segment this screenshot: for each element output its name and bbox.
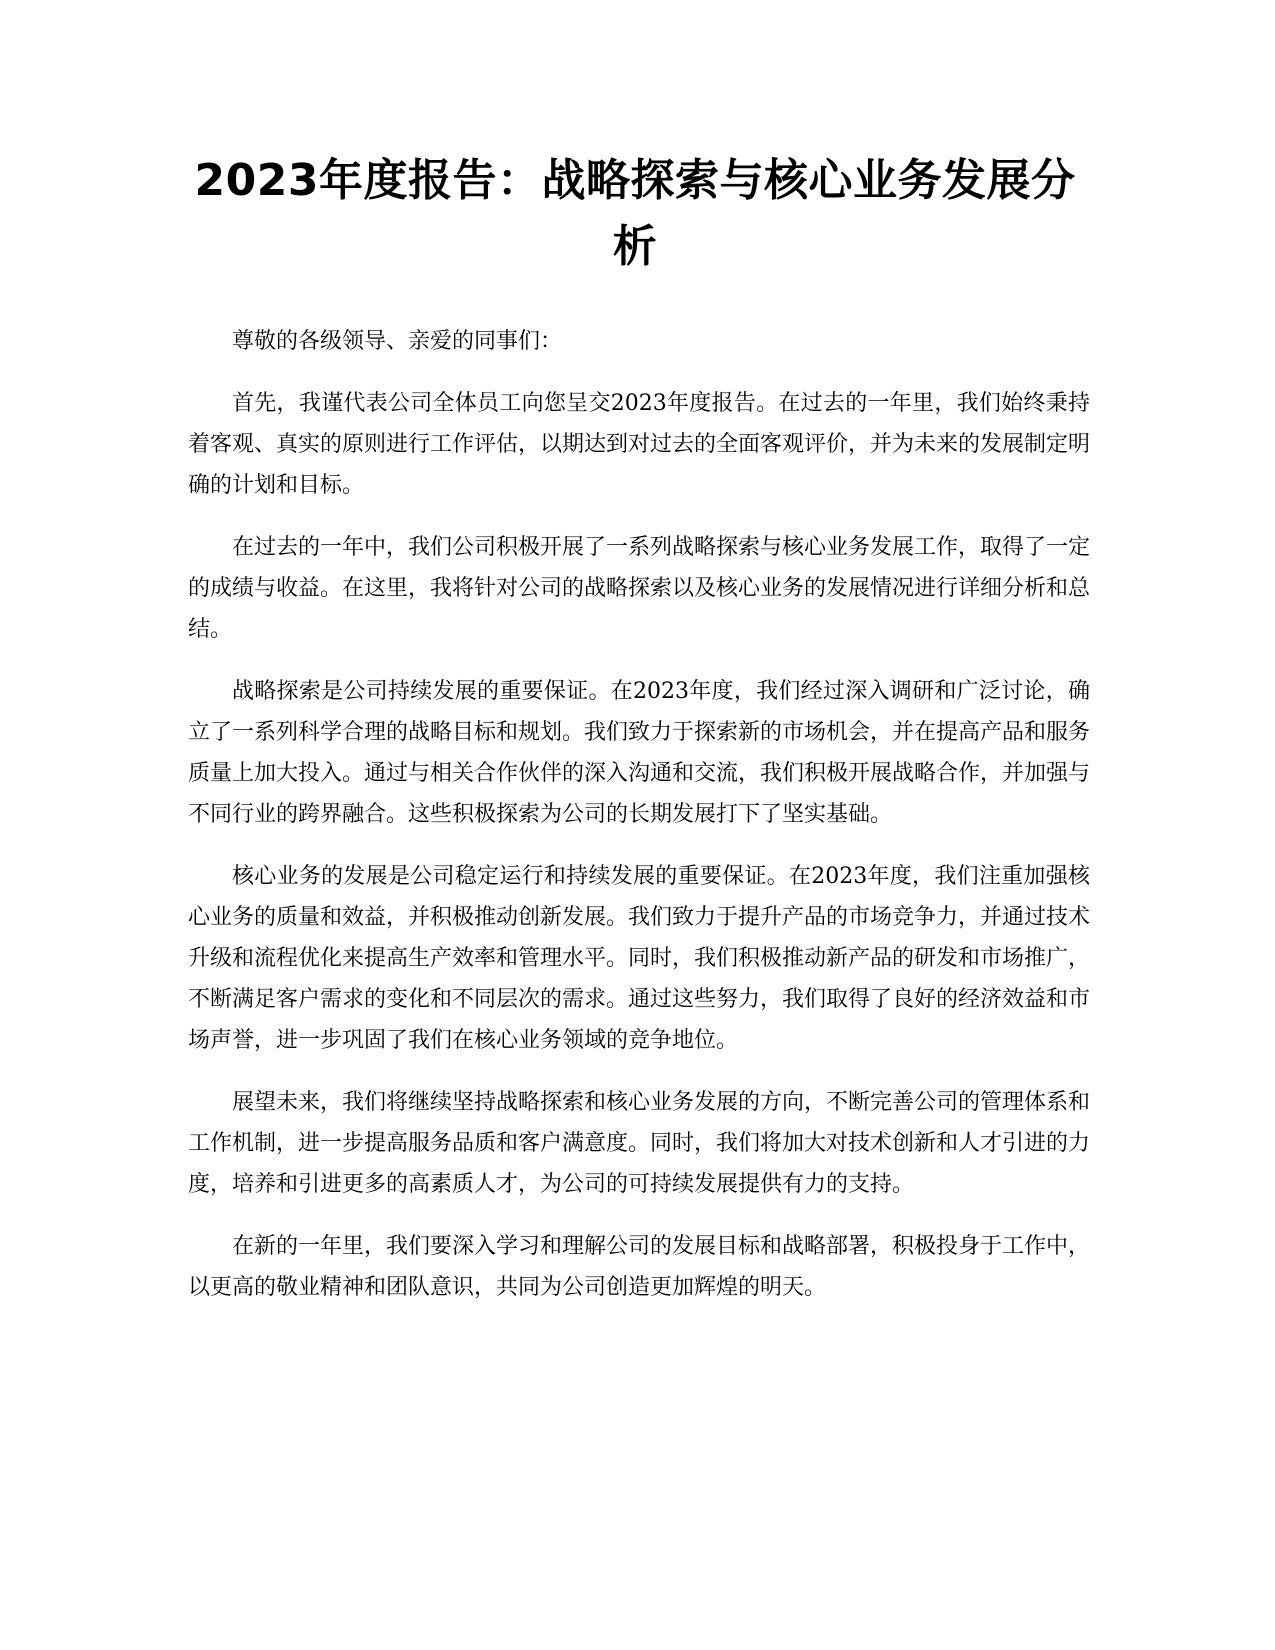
paragraph-closing: 在新的一年里，我们要深入学习和理解公司的发展目标和战略部署，积极投身于工作中，以更高的敬业精神和团队意识，共同为公司创造更加辉煌的明天。 [188, 1234, 1091, 1300]
salutation: 尊敬的各级领导、亲爱的同事们： [232, 329, 563, 354]
document-body [188, 321, 1090, 1329]
paragraph-intro: 首先，我谨代表公司全体员工向您呈交2023年度报告。在过去的一年里，我们始终秉持着客观、真实的原则进行工作评估，以期达到对过去的全面客观评价，并为未来的发展制定明确的计划和目标。 [188, 391, 1091, 498]
paragraph-overview: 在过去的一年中，我们公司积极开展了一系列战略探索与核心业务发展工作，取得了一定的成绩与收益。在这里，我将针对公司的战略探索以及核心业务的发展情况进行详细分析和总结。 [188, 535, 1091, 642]
paragraph-core-business: 核心业务的发展是公司稳定运行和持续发展的重要保证。在2023年度，我们注重加强核心业务的质量和效益，并积极推动创新发展。我们致力于提升产品的市场竞争力，并通过技术升级和流程优化来提高生产效率和管理水平。同时，我们积极推动新产品的研发和市场推广，不断满足客户需求的变化和不同层次的需求。通过这些努力，我们取得了良好的经济效益和市场声誉，进一步巩固了我们在核心业务领域的竞争地位。 [188, 864, 1091, 1053]
document-title: 2023年度报告：战略探索与核心业务发展分析 [194, 155, 1076, 272]
paragraph-outlook: 展望未来，我们将继续坚持战略探索和核心业务发展的方向，不断完善公司的管理体系和工作机制，进一步提高服务品质和客户满意度。同时，我们将加大对技术创新和人才引进的力度，培养和引进更多的高素质人才，为公司的可持续发展提供有力的支持。 [188, 1090, 1091, 1197]
paragraph-strategy: 战略探索是公司持续发展的重要保证。在2023年度，我们经过深入调研和广泛讨论，确立了一系列科学合理的战略目标和规划。我们致力于探索新的市场机会，并在提高产品和服务质量上加大投入。通过与相关合作伙伴的深入沟通和交流，我们积极开展战略合作，并加强与不同行业的跨界融合。这些积极探索为公司的长期发展打下了坚实基础。 [188, 679, 1091, 827]
